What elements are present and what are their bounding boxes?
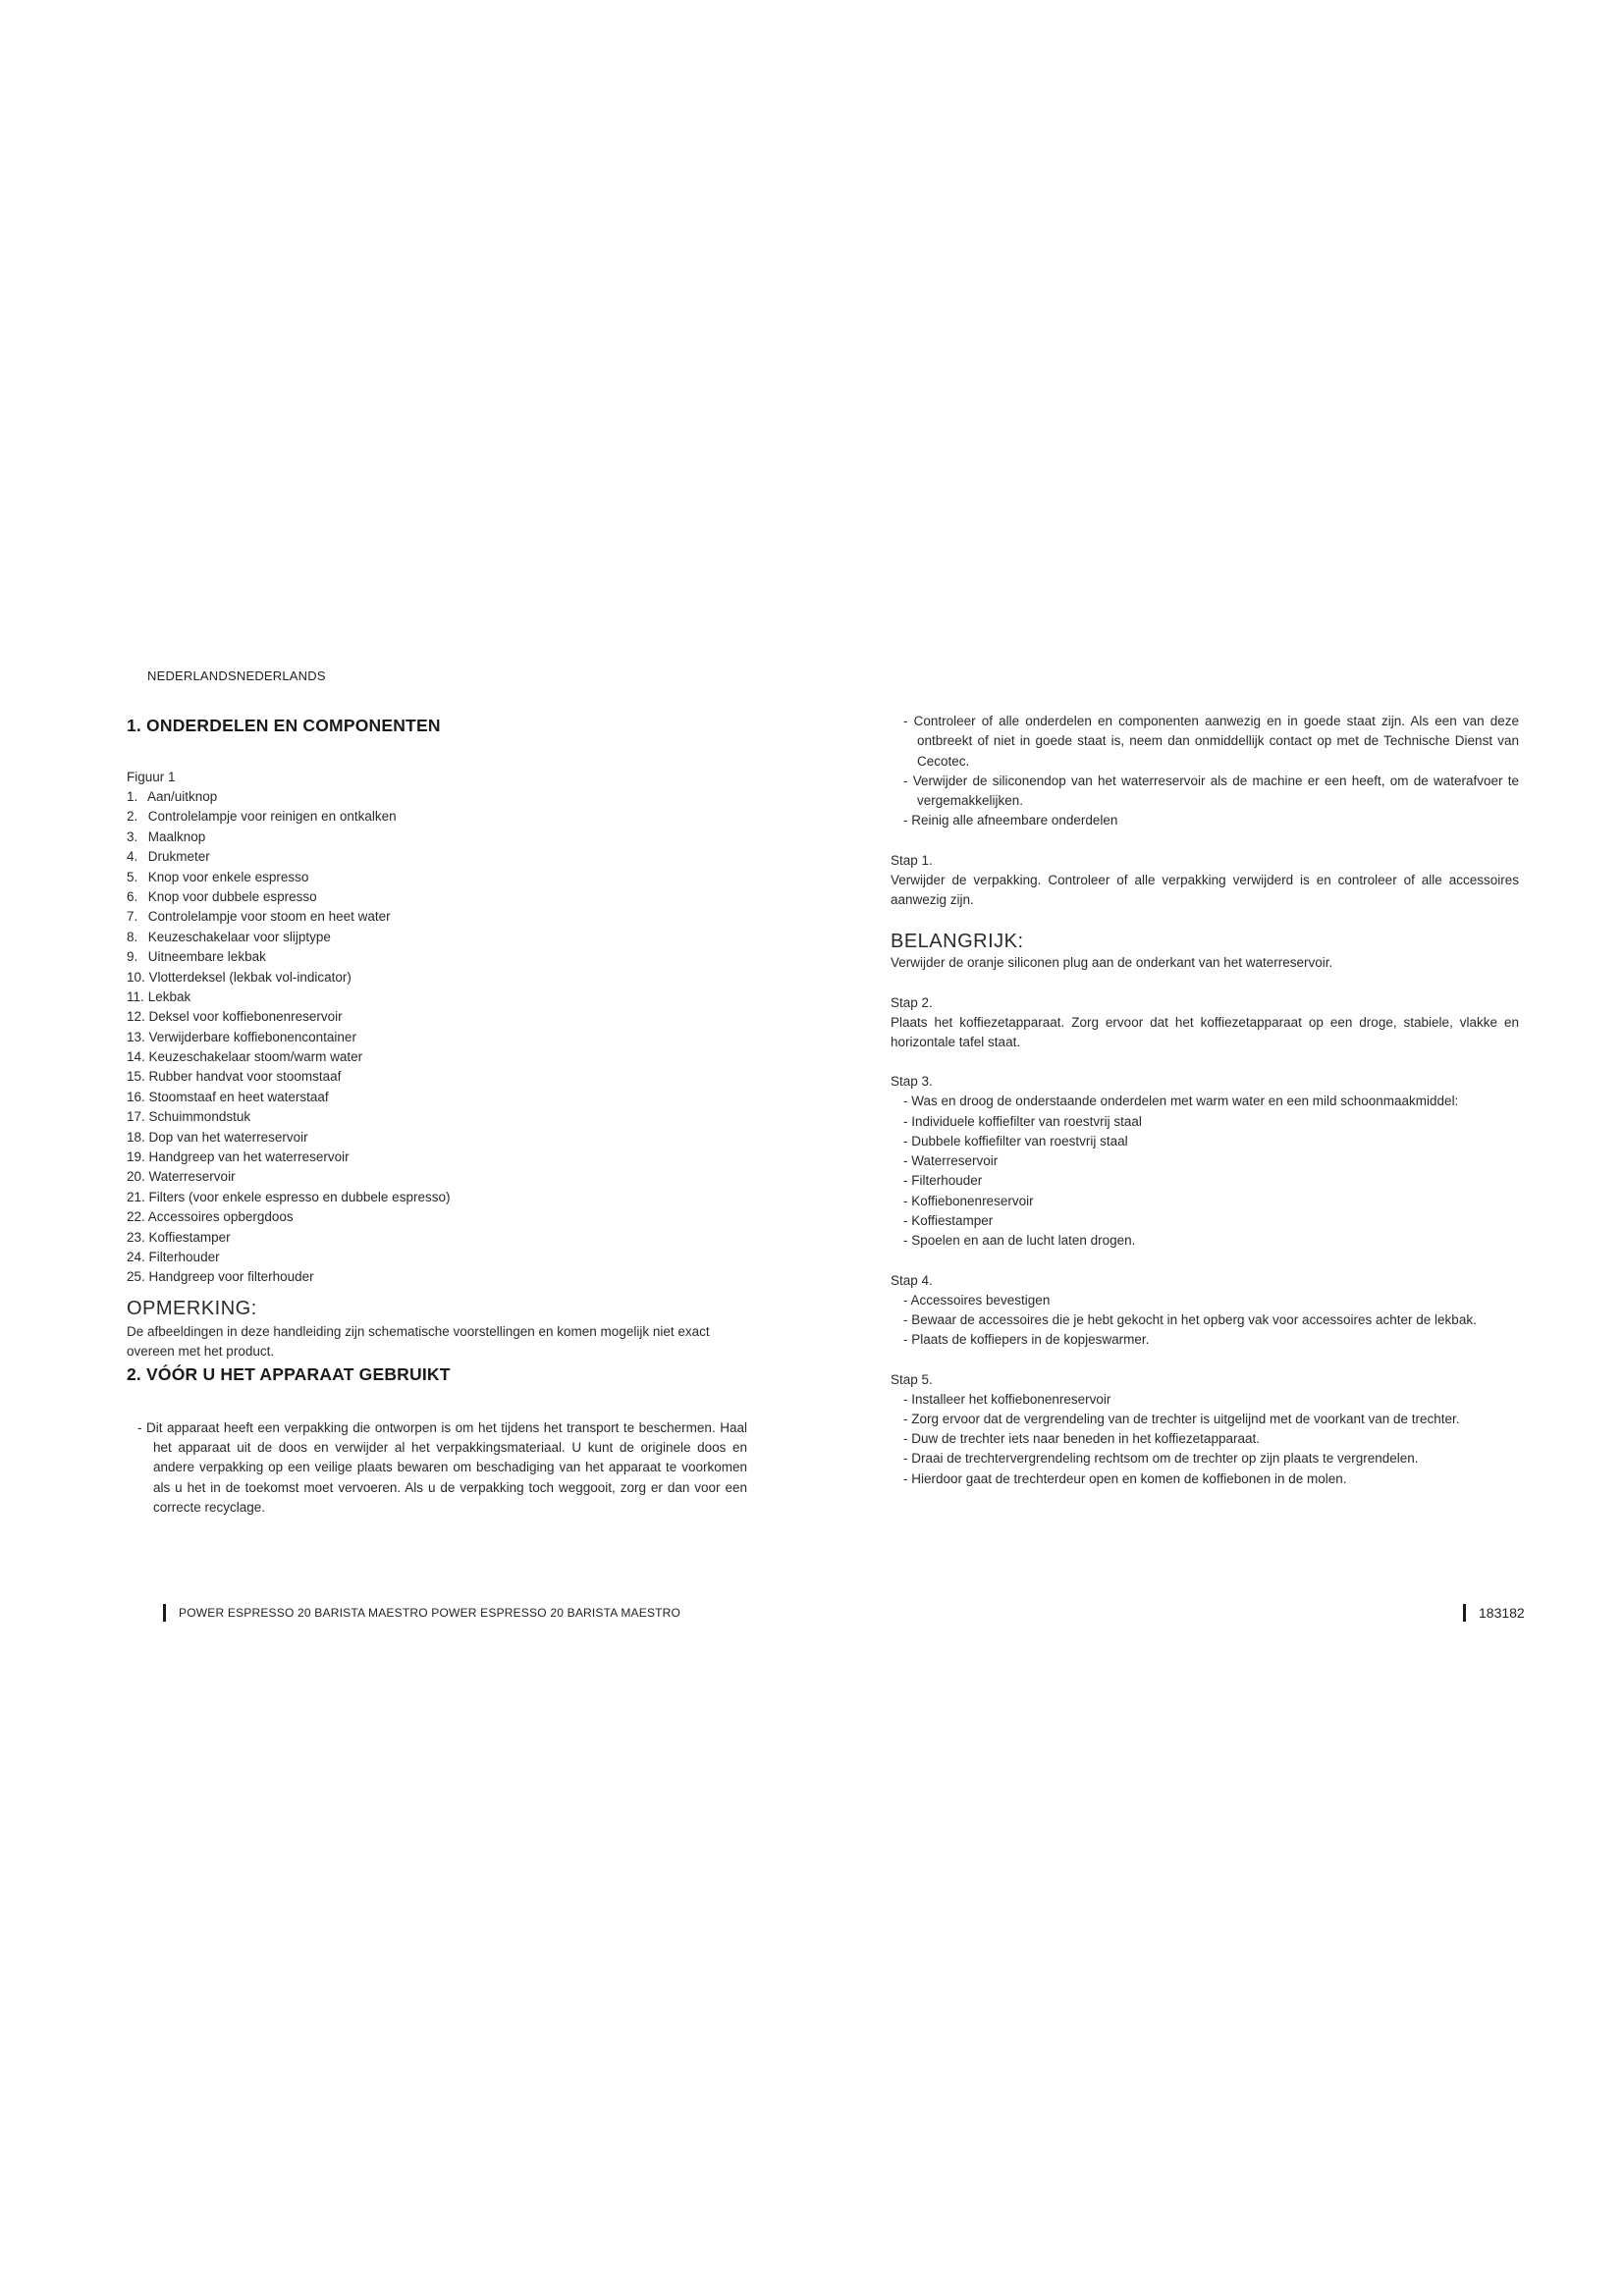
part-item bbox=[127, 847, 747, 867]
check-item: - Verwijder de siliconendop van het waterreservoir als de machine er een heeft, om de waterafvoer te vergemakkelijken. bbox=[903, 773, 1519, 809]
checks-list bbox=[891, 712, 1519, 831]
part-number: 11. bbox=[127, 988, 144, 1004]
part-label: Maalknop bbox=[147, 828, 206, 844]
footer-product bbox=[163, 1604, 680, 1622]
part-number: 16. bbox=[127, 1089, 145, 1104]
step3-item: - Was en droog de onderstaande onderdelen met warm water en een mild schoonmaakmiddel: bbox=[903, 1094, 1459, 1109]
right-column bbox=[891, 712, 1519, 1489]
part-item bbox=[127, 928, 747, 947]
part-number: 23. bbox=[127, 1229, 145, 1245]
part-label: Vlotterdeksel (lekbak vol-indicator) bbox=[148, 969, 352, 985]
part-item bbox=[127, 1188, 747, 1207]
footer-bar-right bbox=[1463, 1604, 1466, 1622]
part-item bbox=[127, 1047, 747, 1067]
step5-item: - Draai de trechtervergrendeling rechtsom om de trechter op zijn plaats te vergrendelen. bbox=[903, 1451, 1419, 1467]
step-5-label: Stap 5. bbox=[891, 1371, 933, 1387]
part-number: 22. bbox=[127, 1209, 145, 1225]
language-header: NEDERLANDSNEDERLANDS bbox=[147, 668, 326, 683]
notice-text: De afbeeldingen in deze handleiding zijn schematische voorstellingen en komen mogelijk niet exact overeen met het product. bbox=[127, 1323, 710, 1359]
footer-product-name: POWER ESPRESSO 20 BARISTA MAESTRO POWER ESPRESSO 20 BARISTA MAESTRO bbox=[179, 1606, 681, 1620]
part-item bbox=[127, 988, 747, 1007]
step4-item: - Accessoires bevestigen bbox=[903, 1292, 1051, 1308]
part-label: Deksel voor koffiebonenreservoir bbox=[148, 1009, 343, 1025]
part-label: Keuzeschakelaar voor slijptype bbox=[147, 929, 331, 944]
notice-title: OPMERKING: bbox=[127, 1297, 257, 1319]
part-label: Filters (voor enkele espresso en dubbele espresso) bbox=[148, 1189, 451, 1204]
part-item bbox=[127, 1267, 747, 1287]
part-number: 15. bbox=[127, 1069, 145, 1085]
page-number: 183182 bbox=[1479, 1605, 1525, 1621]
step4-item: - Plaats de koffiepers in de kopjeswarmer. bbox=[903, 1332, 1150, 1348]
part-number: 2. bbox=[127, 809, 138, 825]
important-title: BELANGRIJK: bbox=[891, 931, 1024, 953]
part-label: Rubber handvat voor stoomstaaf bbox=[148, 1069, 342, 1085]
step3-item: - Dubbele koffiefilter van roestvrij staal bbox=[903, 1133, 1128, 1148]
part-label: Controlelampje voor reinigen en ontkalken bbox=[147, 809, 397, 825]
part-number: 20. bbox=[127, 1169, 145, 1185]
part-label: Lekbak bbox=[147, 988, 191, 1004]
part-item bbox=[127, 1248, 747, 1267]
section-1-title: 1. ONDERDELEN EN COMPONENTEN bbox=[127, 716, 441, 735]
figure-label: Figuur 1 bbox=[127, 770, 176, 784]
step3-item: - Waterreservoir bbox=[903, 1153, 999, 1169]
part-item bbox=[127, 1007, 747, 1027]
part-label: Koffiestamper bbox=[148, 1229, 231, 1245]
step5-item: - Hierdoor gaat de trechterdeur open en komen de koffiebonen in de molen. bbox=[903, 1470, 1347, 1486]
step-3-list bbox=[891, 1092, 1519, 1251]
part-number: 1. bbox=[127, 789, 138, 804]
part-number: 21. bbox=[127, 1189, 145, 1204]
step-4-label: Stap 4. bbox=[891, 1272, 933, 1288]
part-number: 10. bbox=[127, 969, 145, 985]
part-item bbox=[127, 887, 747, 907]
part-number: 18. bbox=[127, 1129, 145, 1145]
part-number: 13. bbox=[127, 1029, 145, 1044]
step4-item: - Bewaar de accessoires die je hebt gekocht in het opberg vak voor accessoires achter de lekbak. bbox=[903, 1311, 1477, 1327]
section-2-intro: - Dit apparaat heeft een verpakking die ontworpen is om het tijdens het transport te beschermen. Haal het apparaat uit de doos en verwijder al het verpakkingsmateriaal. U kunt de originele doos en andere verpakking op een veilige plaats bewaren om beschadiging van het apparaat te voorkomen als u het in de toekomst moet vervoeren. Als u de verpakking toch weggooit, zorg er dan voor een correcte recyclage. bbox=[137, 1419, 747, 1515]
step3-item: - Spoelen en aan de lucht laten drogen. bbox=[903, 1233, 1136, 1249]
part-label: Knop voor dubbele espresso bbox=[147, 888, 317, 904]
step3-item: - Koffiestamper bbox=[903, 1213, 994, 1229]
step-1-text: Verwijder de verpakking. Controleer of alle verpakking verwijderd is en controleer of alle accessoires aanwezig zijn. bbox=[891, 872, 1519, 908]
step-4-list bbox=[891, 1291, 1519, 1351]
step-3-label: Stap 3. bbox=[891, 1074, 933, 1090]
step-2-text: Plaats het koffiezetapparaat. Zorg ervoor dat het koffiezetapparaat op een droge, stabiele, vlakke en horizontale tafel staat. bbox=[891, 1014, 1519, 1049]
part-number: 5. bbox=[127, 869, 138, 884]
part-label: Handgreep voor filterhouder bbox=[148, 1269, 314, 1285]
step3-item: - Koffiebonenreservoir bbox=[903, 1193, 1034, 1208]
check-item: - Controleer of alle onderdelen en componenten aanwezig en in goede staat zijn. Als een van deze ontbreekt of niet in goede staat is, neem dan onmiddellijk contact op met de Technische Dienst van Cecotec. bbox=[903, 714, 1519, 769]
part-label: Dop van het waterreservoir bbox=[148, 1129, 308, 1145]
part-label: Uitneembare lekbak bbox=[147, 949, 266, 965]
part-label: Drukmeter bbox=[147, 849, 210, 865]
parts-list bbox=[127, 787, 747, 1288]
part-item bbox=[127, 1228, 747, 1248]
part-number: 7. bbox=[127, 909, 138, 925]
part-item bbox=[127, 1088, 747, 1107]
part-number: 17. bbox=[127, 1109, 145, 1125]
step3-item: - Individuele koffiefilter van roestvrij staal bbox=[903, 1113, 1142, 1129]
part-number: 24. bbox=[127, 1249, 145, 1264]
part-label: Accessoires opbergdoos bbox=[147, 1209, 294, 1225]
part-item bbox=[127, 1128, 747, 1148]
part-number: 9. bbox=[127, 949, 138, 965]
part-label: Stoomstaaf en heet waterstaaf bbox=[148, 1089, 329, 1104]
part-number: 25. bbox=[127, 1269, 145, 1285]
part-label: Aan/uitknop bbox=[147, 789, 218, 804]
part-item bbox=[127, 907, 747, 927]
part-item bbox=[127, 1167, 747, 1187]
step-1-label: Stap 1. bbox=[891, 852, 933, 868]
step-2-label: Stap 2. bbox=[891, 994, 933, 1010]
step-5-list bbox=[891, 1390, 1519, 1489]
important-text: Verwijder de oranje siliconen plug aan de onderkant van het waterreservoir. bbox=[891, 955, 1333, 971]
part-item bbox=[127, 947, 747, 967]
step5-item: - Duw de trechter iets naar beneden in het koffiezetapparaat. bbox=[903, 1431, 1260, 1447]
part-number: 12. bbox=[127, 1009, 145, 1025]
part-number: 6. bbox=[127, 888, 138, 904]
part-label: Keuzeschakelaar stoom/warm water bbox=[148, 1049, 363, 1065]
part-label: Handgreep van het waterreservoir bbox=[148, 1149, 350, 1165]
part-item bbox=[127, 807, 747, 827]
part-item bbox=[127, 868, 747, 887]
part-item bbox=[127, 787, 747, 807]
step3-item: - Filterhouder bbox=[903, 1173, 983, 1189]
part-item bbox=[127, 1148, 747, 1167]
part-number: 14. bbox=[127, 1049, 145, 1065]
left-column bbox=[127, 712, 747, 1518]
part-number: 3. bbox=[127, 828, 138, 844]
part-label: Knop voor enkele espresso bbox=[147, 869, 309, 884]
section-2-title: 2. VÓÓR U HET APPARAAT GEBRUIKT bbox=[127, 1363, 451, 1384]
part-number: 19. bbox=[127, 1149, 145, 1165]
part-item bbox=[127, 1107, 747, 1127]
part-label: Verwijderbare koffiebonencontainer bbox=[148, 1029, 356, 1044]
part-item bbox=[127, 1067, 747, 1087]
part-item bbox=[127, 828, 747, 847]
part-item bbox=[127, 1028, 747, 1047]
part-label: Controlelampje voor stoom en heet water bbox=[147, 909, 391, 925]
footer-bar-left bbox=[163, 1604, 166, 1622]
part-label: Schuimmondstuk bbox=[148, 1109, 251, 1125]
part-number: 8. bbox=[127, 929, 138, 944]
check-item: - Reinig alle afneembare onderdelen bbox=[903, 813, 1118, 828]
part-label: Filterhouder bbox=[148, 1249, 220, 1264]
part-number: 4. bbox=[127, 849, 138, 865]
step5-item: - Zorg ervoor dat de vergrendeling van de trechter is uitgelijnd met de voorkant van de trechter. bbox=[903, 1411, 1460, 1426]
part-item bbox=[127, 1207, 747, 1227]
part-item bbox=[127, 968, 747, 988]
step5-item: - Installeer het koffiebonenreservoir bbox=[903, 1391, 1111, 1407]
footer-page bbox=[1463, 1604, 1525, 1622]
part-label: Waterreservoir bbox=[148, 1169, 236, 1185]
